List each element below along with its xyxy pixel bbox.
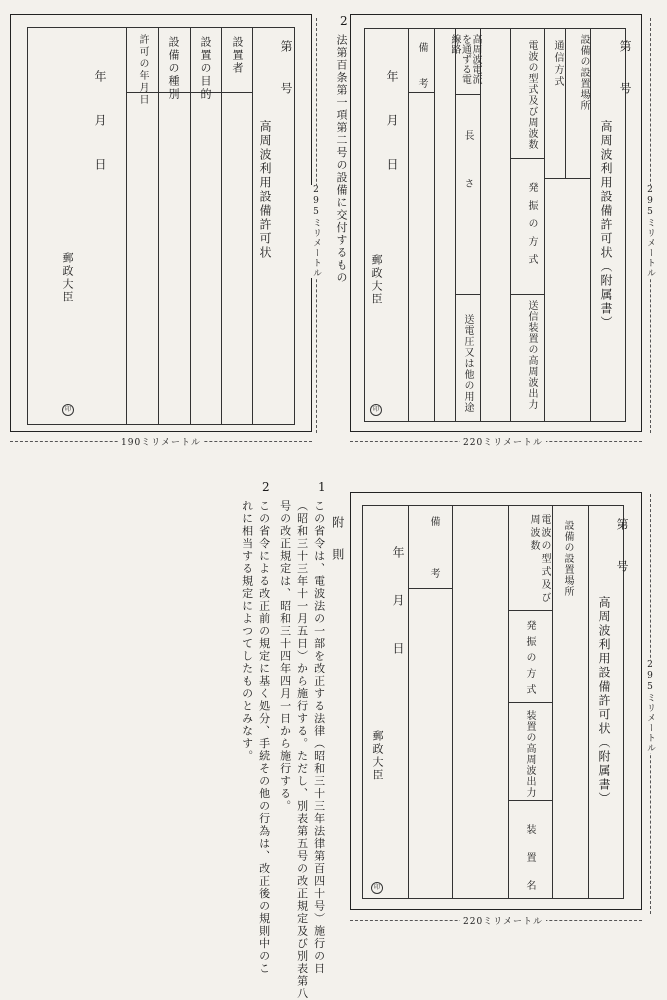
form2-minister: 郵政大臣 [370, 254, 383, 306]
form3-radio-type: 電波の型式及び周波数 [528, 514, 550, 605]
form2-width-dim: 220ミリメートル [460, 435, 546, 448]
form2-line: 高周波電流を通ずる電線路 [449, 34, 481, 84]
supp-item1-line2: （昭和三十三年十一月五日）から施行する。ただし、別表第五号の改正規定及び別表第八 [295, 500, 309, 1000]
form2-height-dim: 295ミリメートル [645, 185, 655, 278]
form2-voltage: 送電圧又は他の用途 [462, 314, 473, 413]
supp-item2-line1: この省令による改正前の規定に基く処分、手続その他の行為は、改正後の規則中のこ [257, 500, 271, 975]
form3-device: 装 置 名 [524, 824, 535, 894]
supp-heading: 附 則 [330, 516, 345, 564]
form3-minister: 郵政大臣 [371, 730, 384, 782]
form2-marker: 2 [340, 14, 348, 28]
form2-oscillation: 発振の方式 [526, 182, 537, 272]
form3-title: 高周波利用設備許可状（附属書） [597, 596, 611, 806]
form2-output: 送信装置の高周波出力 [526, 300, 537, 410]
form1-number: 第 号 [279, 40, 293, 96]
form2-comm: 通信方式 [552, 40, 563, 88]
form3-width-dim: 220ミリメートル [460, 914, 546, 927]
form3-seal: 印 [371, 882, 383, 894]
form2-date: 年 月 日 [385, 70, 399, 180]
form3-output: 装置の高周波出力 [524, 710, 535, 798]
form3-remarks: 備 考 [428, 516, 439, 594]
form3-number: 第 号 [615, 518, 629, 574]
form1-height-dim: 295ミリメートル [311, 185, 321, 278]
form1-col-purpose: 設置の目的 [199, 36, 212, 101]
form1-seal: 印 [62, 404, 74, 416]
form3-height-dim: 295ミリメートル [645, 660, 655, 753]
supp-item1-line3: 号の改正規定は、昭和三十四年四月一日から施行する。 [278, 500, 292, 813]
supp-item1-number: 1 [318, 480, 326, 494]
form2-radio-type: 電波の型式及び周波数 [526, 40, 537, 150]
form2-number: 第 号 [618, 40, 632, 96]
supp-item2-number: 2 [262, 480, 270, 494]
supp-item2-line2: れに相当する規定によつてしたものとみなす。 [240, 500, 254, 763]
form3-location: 設備の設置場所 [562, 520, 573, 597]
form2-remarks: 備 考 [416, 42, 427, 96]
form1-minister: 郵政大臣 [61, 252, 74, 304]
form1-width-dim: 190ミリメートル [118, 435, 204, 448]
form2-length: 長 さ [462, 130, 473, 202]
form3-date: 年 月 日 [391, 546, 405, 666]
form2-seal: 印 [370, 404, 382, 416]
supp-item1-line1: この省令は、電波法の一部を改正する法律（昭和三十三年法律第百四十号）施行の日 [312, 500, 326, 975]
form2-side-label: 法第百条第一項第二号の設備に交付するもの [335, 34, 348, 284]
form1-title: 高周波利用設備許可状 [258, 120, 272, 260]
form1-col-owner: 設置者 [231, 36, 244, 75]
form1-col-type: 設備の種別 [167, 36, 180, 101]
form1-date: 年 月 日 [93, 70, 107, 180]
form1-col-date: 許可の年月日 [137, 34, 148, 106]
form3-oscillation: 発振の方式 [524, 620, 535, 700]
form2-location: 設備の設置場所 [578, 34, 589, 111]
form1-inner-frame [27, 27, 295, 425]
form2-title: 高周波利用設備許可状（附属書） [599, 120, 613, 330]
